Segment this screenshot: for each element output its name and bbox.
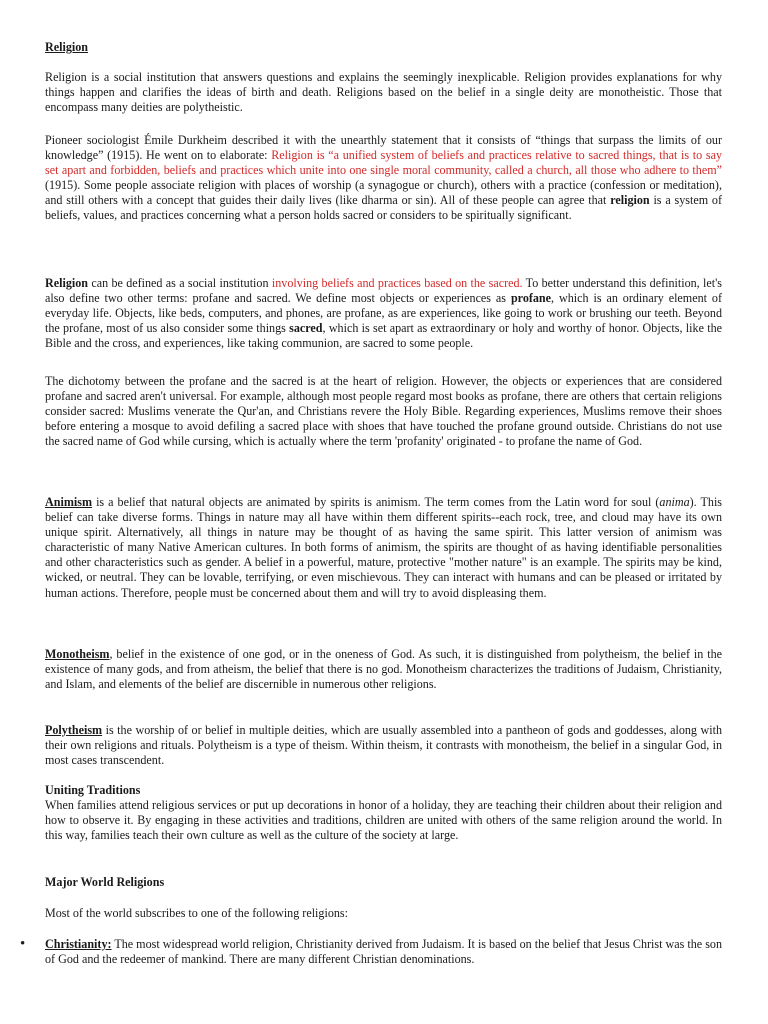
dichotomy-paragraph: The dichotomy between the profane and the sacred is at the heart of religion. However, the objects or experiences that are considered profane and sacred aren't universal. For example, although most people regard most books as profane, there are others that certain religions consider sacred: Muslims venerate the Qur'an, and Christians revere the Holy Bible. Regarding experiences, Muslims remove their shoes before entering a mosque to avoid defiling a sacred place with shoes that have touched the profane ground outside. Christians do not use the sacred name of God while cursing, which is actually where the term 'profanity' originated - to profane the name of God. — [45, 374, 722, 449]
christianity-term: Christianity: — [45, 937, 112, 951]
intro-paragraph: Religion is a social institution that answers questions and explains the seemingly inexplicable. Religion provides explanations for why things happen and clarifies the ideas of birth and death. Religions based on the belief in a single deity are monotheistic. Those that encompass many deities are polytheistic. — [45, 70, 722, 115]
sacred-definition-highlight: involving beliefs and practices based on the sacred. — [271, 276, 523, 290]
major-religions-intro: Most of the world subscribes to one of the following religions: — [45, 906, 348, 920]
animism-paragraph: Animism is a belief that natural objects are animated by spirits is animism. The term comes from the Latin word for soul (anima). This belief can take diverse forms. Things in nature may all have within them different spirits--each rock, tree, and cloud may have its own unique spirit. Alternatively, all things in nature may be thought of as having the same spirit. This latter version of animism was characteristic of many Native American cultures. In both forms of animism, the spirits are thought of as having identifiable personalities and other characteristics such as gender. A belief in a powerful, mature, protective "mother nature" is an example. The spirits may be kind, wicked, or neutral. They can be lovable, terrifying, or even mischievous. They can interact with humans and can be pleased or irritated by human actions. Therefore, people must be concerned about them and will try to avoid displeasing them. — [45, 495, 723, 600]
animism-term: Animism — [45, 495, 93, 509]
definition-paragraph: Religion can be defined as a social institution involving beliefs and practices based on the sacred. To better understand this definition, let's also define two other terms: profane and sacred. We define most objects or experiences as profane, which is an ordinary element of everyday life. Objects, like beds, computers, and phones, are profane, as are experiences, like going to work or brushing our teeth. Beyond the profane, most of us also consider some things sacred, which is set apart as extraordinary or holy and worthy of honor. Objects, like the Bible and the cross, and experiences, like taking communion, are sacred to some people. — [45, 276, 723, 351]
christianity-list-item: Christianity: The most widespread world religion, Christianity derived from Judaism. It is based on the belief that Jesus Christ was the son of God and the redeemer of mankind. There are many different Christian denominations. — [45, 937, 722, 967]
durkheim-definition-quote: Religion is “a unified system of beliefs and practices relative to sacred things, that is to say set apart and forbidden, beliefs and practices which unite into one single moral community, called a church, all those who adhere to them” — [45, 148, 722, 178]
durkheim-paragraph: Pioneer sociologist Émile Durkheim described it with the unearthly statement that it consists of “things that surpass the limits of our knowledge” (1915). He went on to elaborate: Religion is “a unified system of beliefs and practices relative to sacred things, that is to say set apart and forbidden, beliefs and practices which unite into one single moral community, called a church, all those who adhere to them” (1915). Some people associate religion with places of worship (a synagogue or church), others with a practice (confession or meditation), and still others with a concept that guides their daily lives (like dharma or sin). All of these people can agree that religion is a system of beliefs, values, and practices concerning what a person holds sacred or considers to be spiritually significant. — [45, 133, 722, 223]
page-title: Religion — [45, 40, 89, 54]
monotheism-paragraph: Monotheism, belief in the existence of one god, or in the oneness of God. As such, it is distinguished from polytheism, the belief in the existence of many gods, and from atheism, the belief that there is no god. Monotheism characterizes the traditions of Judaism, Christianity, and Islam, and elements of the belief are discernible in numerous other religions. — [45, 647, 722, 692]
monotheism-term: Monotheism — [45, 647, 110, 661]
bullet-icon: • — [20, 936, 26, 952]
uniting-traditions-heading: Uniting Traditions — [45, 783, 141, 797]
uniting-traditions-section: Uniting Traditions When families attend religious services or put up decorations in honor of a holiday, they are teaching their children about their religion and how to observe it. By engaging in these activities and traditions, children are united with others of the same religion around the world. In this way, families teach their own culture as well as the culture of the society at large. — [45, 783, 722, 843]
polytheism-paragraph: Polytheism is the worship of or belief in multiple deities, which are usually assembled into a pantheon of gods and goddesses, along with their own religions and rituals. Polytheism is a type of theism. Within theism, it contrasts with monotheism, the belief in a singular God, in most cases transcendent. — [45, 723, 722, 768]
polytheism-term: Polytheism — [45, 723, 103, 737]
major-religions-heading: Major World Religions — [45, 875, 165, 889]
